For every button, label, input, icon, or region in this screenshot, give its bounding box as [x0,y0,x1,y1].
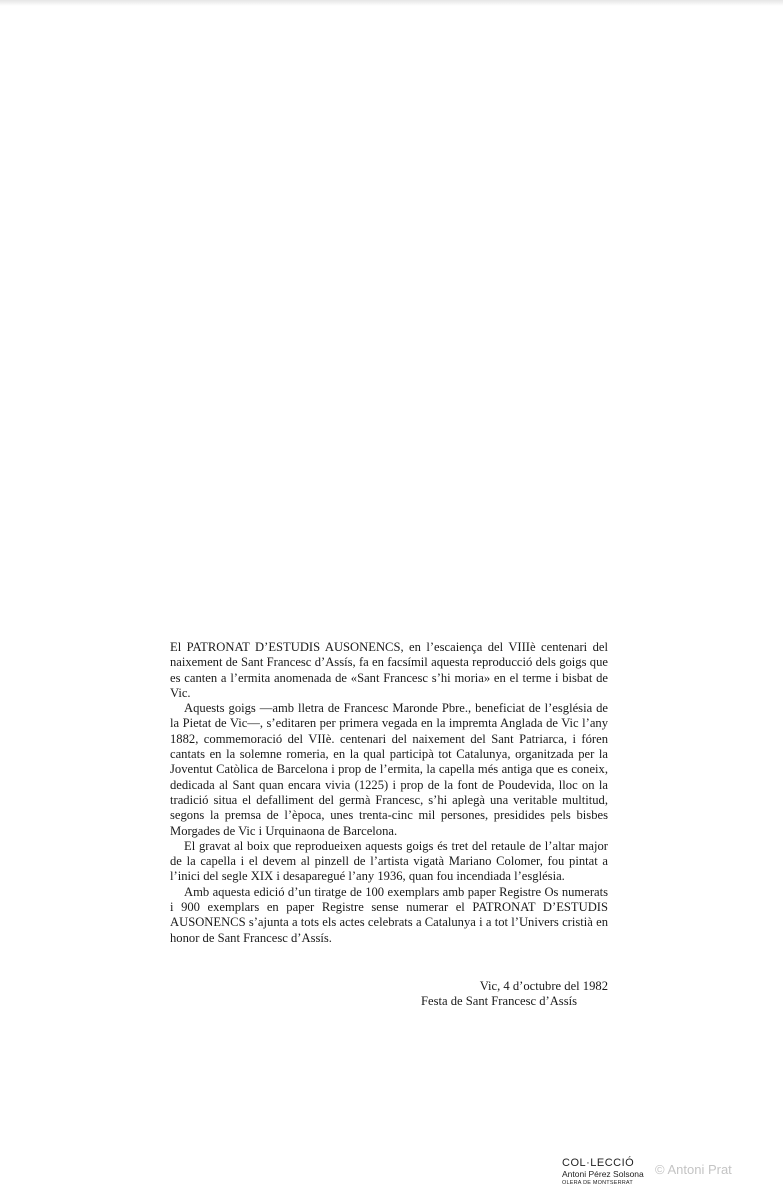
page-top-edge [0,0,783,6]
paragraph-intro: El PATRONAT D’ESTUDIS AUSONENCS, en l’escaiença del VIIIè centenari del naixement de Sant Francesc d’Assís, fa en facsímil aquesta reproducció dels goigs que es canten a l’ermita anomenada de «Sant Francesc s’hi moria» en el terme i bisbat de Vic. [170,640,608,700]
collection-stamp [562,1158,652,1186]
document-body [170,640,608,946]
signature-place-date: Vic, 4 d’octubre del 1982 [479,979,608,993]
signature-block [421,979,608,1010]
paragraph-history: Aquests goigs —amb lletra de Francesc Maronde Pbre., beneficiat de l’església de la Pietat de Vic—, s’editaren per primera vegada en la impremta Anglada de Vic l’any 1882, commemoració del VIIè. centenari del naixement del Sant Patriarca, i fóren cantats en la solemne romeria, en la qual participà tot Catalunya, organitzada per la Joventut Catòlica de Barcelona i prop de l’ermita, la capella més antiga que es coneix, dedicada al Sant quan encara vivia (1225) i prop de la font de Poudevida, lloc on la tradició situa el defalliment del germà Francesc, s’hi aplegà una veritable multitud, segons la premsa de l’època, unes trenta-cinc mil persones, presidides pels bisbes Morgades de Vic i Urquinaona de Barcelona. [170,701,608,838]
stamp-line-collection: COL·LECCIÓ [562,1157,635,1169]
signature-occasion: Festa de Sant Francesc d’Assís [421,994,577,1009]
copyright-watermark: © Antoni Prat [655,1162,732,1177]
paragraph-edition: Amb aquesta edició d’un tiratge de 100 exemplars amb paper Registre Os numerats i 900 exemplars en paper Registre sense numerar el PATRONAT D’ESTUDIS AUSONENCS s’ajunta a tots els actes celebrats a Catalunya i a tot l’Univers cristià en honor de Sant Francesc d’Assís. [170,884,608,945]
stamp-line-owner: Antoni Pérez Solsona [562,1169,644,1179]
paragraph-engraving: El gravat al boix que reprodueixen aquests goigs és tret del retaule de l’altar major de la capella i el devem al pinzell de l’artista vigatà Mariano Colomer, fou pintat a l’inici del segle XIX i desaparegué l’any 1936, quan fou incendiada l’església. [170,838,608,884]
stamp-line-place: OLERA DE MONTSERRAT [562,1179,633,1186]
